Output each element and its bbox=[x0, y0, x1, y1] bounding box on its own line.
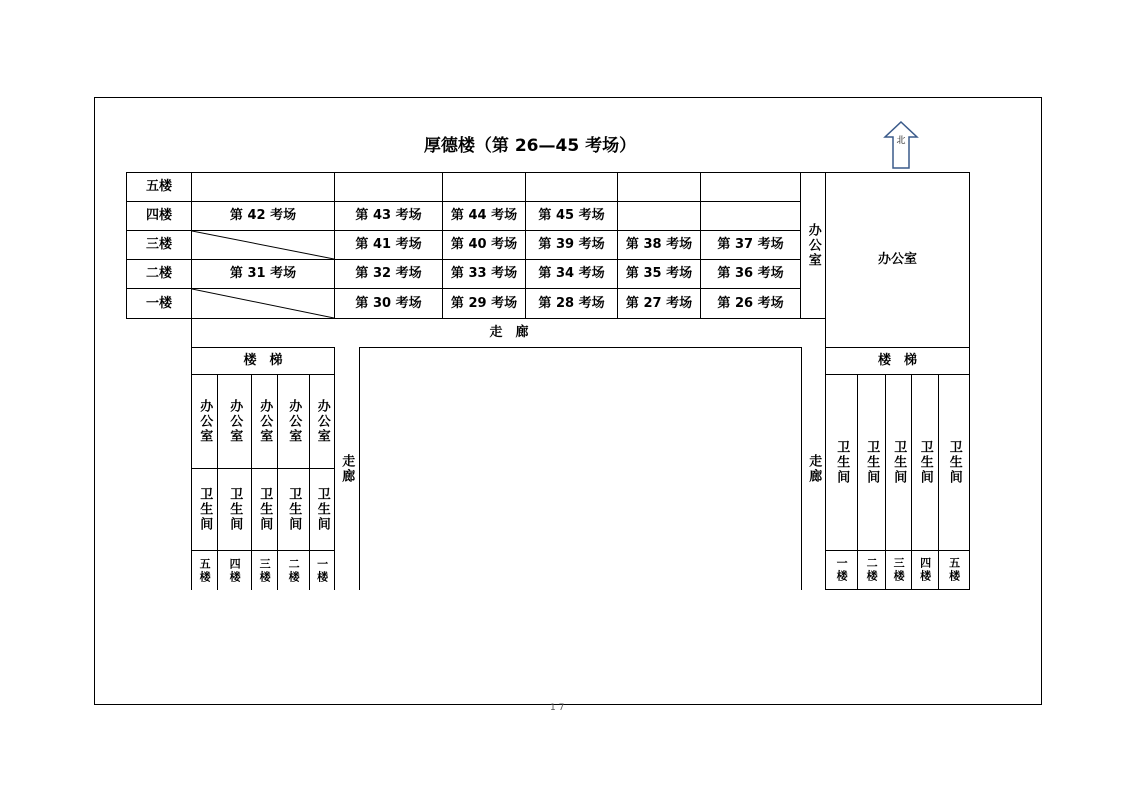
right-floor-5: 五楼 bbox=[938, 550, 970, 590]
room-38: 第 38 考场 bbox=[617, 230, 701, 260]
room-43: 第 43 考场 bbox=[334, 201, 443, 231]
right-floor-3: 三楼 bbox=[885, 550, 912, 590]
corridor-left-label: 走廊 bbox=[339, 453, 355, 484]
room-44: 第 44 考场 bbox=[442, 201, 526, 231]
right-toilet-2: 卫生间 bbox=[857, 374, 886, 551]
left-toilet-4: 卫生间 bbox=[277, 468, 310, 551]
room-cell bbox=[334, 172, 443, 202]
floor-label-4: 四楼 bbox=[126, 201, 192, 231]
right-toilet-1: 卫生间 bbox=[825, 374, 858, 551]
left-toilet-3: 卫生间 bbox=[251, 468, 278, 551]
floor-label-3: 三楼 bbox=[126, 230, 192, 260]
room-cell bbox=[617, 172, 701, 202]
room-28: 第 28 考场 bbox=[525, 288, 618, 319]
office-main bbox=[825, 172, 970, 348]
room-35: 第 35 考场 bbox=[617, 259, 701, 289]
room-41: 第 41 考场 bbox=[334, 230, 443, 260]
corridor-right-label: 走廊 bbox=[806, 453, 822, 484]
floor-label-1: 一楼 bbox=[126, 288, 192, 319]
floor-label-2: 二楼 bbox=[126, 259, 192, 289]
room-cell bbox=[442, 172, 526, 202]
right-toilet-4: 卫生间 bbox=[911, 374, 939, 551]
left-toilet-5: 卫生间 bbox=[309, 468, 335, 551]
right-floor-1: 一楼 bbox=[825, 550, 858, 590]
left-office-1: 办公室 bbox=[191, 374, 218, 469]
room-29: 第 29 考场 bbox=[442, 288, 526, 319]
page-number: 1 7 bbox=[550, 703, 565, 713]
room-36: 第 36 考场 bbox=[700, 259, 801, 289]
left-stairs-label: 楼 梯 bbox=[243, 353, 283, 369]
left-floor-3: 三楼 bbox=[251, 550, 278, 590]
room-27: 第 27 考场 bbox=[617, 288, 701, 319]
right-stairs-label: 楼 梯 bbox=[877, 353, 917, 369]
room-39: 第 39 考场 bbox=[525, 230, 618, 260]
left-office-2: 办公室 bbox=[217, 374, 252, 469]
room-31: 第 31 考场 bbox=[191, 259, 335, 289]
room-40: 第 40 考场 bbox=[442, 230, 526, 260]
left-floor-4: 四楼 bbox=[217, 550, 252, 590]
corridor-horizontal bbox=[191, 318, 826, 348]
left-office-4: 办公室 bbox=[277, 374, 310, 469]
room-26: 第 26 考场 bbox=[700, 288, 801, 319]
page-title: 厚德楼（第 26—45 考场） bbox=[423, 136, 637, 156]
floor-label-5: 五楼 bbox=[126, 172, 192, 202]
right-toilet-5: 卫生间 bbox=[938, 374, 970, 551]
courtyard bbox=[359, 347, 802, 590]
office-main-label: 办公室 bbox=[877, 252, 917, 268]
left-floor-5: 五楼 bbox=[191, 550, 218, 590]
room-cell bbox=[700, 201, 801, 231]
left-floor-1: 一楼 bbox=[309, 550, 335, 590]
room-32: 第 32 考场 bbox=[334, 259, 443, 289]
office-vertical bbox=[800, 172, 826, 319]
right-toilet-3: 卫生间 bbox=[885, 374, 912, 551]
corridor-left bbox=[334, 347, 360, 590]
room-45: 第 45 考场 bbox=[525, 201, 618, 231]
room-37: 第 37 考场 bbox=[700, 230, 801, 260]
left-office-3: 办公室 bbox=[251, 374, 278, 469]
left-toilet-1: 卫生间 bbox=[191, 468, 218, 551]
room-cell bbox=[617, 201, 701, 231]
room-cell-diagonal bbox=[191, 288, 335, 319]
diagonal-line bbox=[192, 289, 334, 318]
room-cell bbox=[191, 172, 335, 202]
room-33: 第 33 考场 bbox=[442, 259, 526, 289]
left-floor-2: 二楼 bbox=[277, 550, 310, 590]
north-arrow-icon bbox=[883, 121, 919, 169]
room-cell bbox=[700, 172, 801, 202]
right-floor-4: 四楼 bbox=[911, 550, 939, 590]
room-30: 第 30 考场 bbox=[334, 288, 443, 319]
left-stairs bbox=[191, 347, 335, 375]
right-stairs bbox=[825, 347, 970, 375]
north-label: 北 bbox=[896, 136, 906, 146]
diagonal-line bbox=[192, 231, 334, 259]
room-42: 第 42 考场 bbox=[191, 201, 335, 231]
room-34: 第 34 考场 bbox=[525, 259, 618, 289]
corridor-right bbox=[801, 347, 826, 590]
corridor-label: 走 廊 bbox=[489, 325, 529, 341]
left-office-5: 办公室 bbox=[309, 374, 335, 469]
left-toilet-2: 卫生间 bbox=[217, 468, 252, 551]
right-floor-2: 二楼 bbox=[857, 550, 886, 590]
office-vertical-label: 办公室 bbox=[805, 223, 821, 268]
room-cell-diagonal bbox=[191, 230, 335, 260]
room-cell bbox=[525, 172, 618, 202]
